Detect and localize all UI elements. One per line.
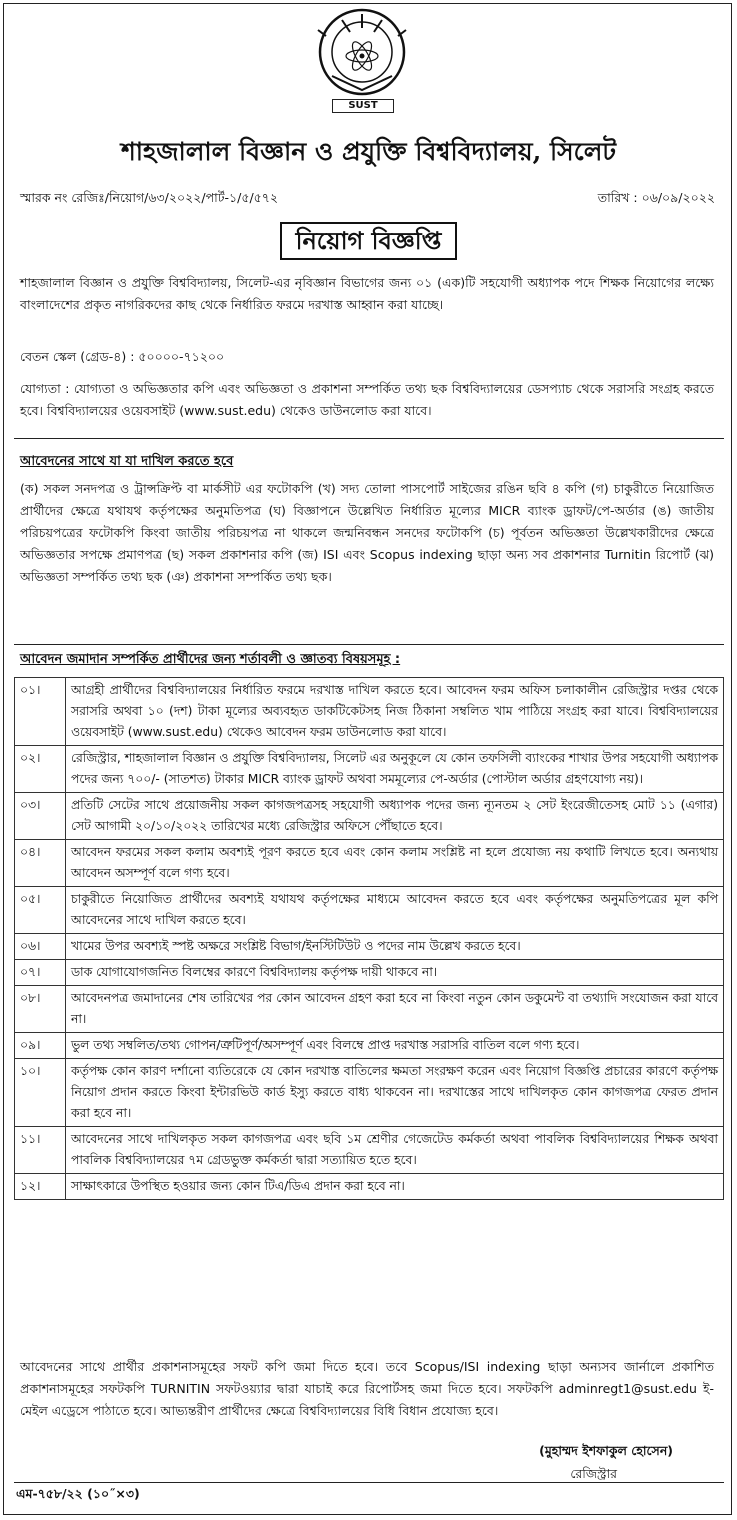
footer-note: আবেদনের সাথে প্রার্থীর প্রকাশনাসমূহের সফট কপি জমা দিতে হবে। তবে Scopus/ISI indexing ছাড়া অন্যসব জার্নালে প্রকাশিত প্রকাশনাসমূহের সফটকপি TURNITIN সফটওয়্যার দ্বারা যাচাই করে রিপোর্টসহ জমা দিতে হবে। সফটকপি adminregt1@sust.edu ই-মেইল এড্রেসে পাঠাতে হবে। আভ্যন্তরীণ প্রার্থীদের ক্ষেত্রে বিশ্ববিদ্যালয়ের বিধি বিধান প্রযোজ্য হবে। [20, 1359, 714, 1418]
university-logo-icon [312, 6, 412, 110]
table-row: ০৫। চাকুরীতে নিয়োজিত প্রার্থীদের অবশ্যই যথাযথ কর্তৃপক্ষের মাধ্যমে আবেদন করতে হবে এবং কর্তৃপক্ষের অনুমতিপত্রের মূল কপি আবেদনের সাথে দাখিল করতে হবে। [15, 887, 724, 934]
table-row: ০৩। প্রতিটি সেটের সাথে প্রয়োজনীয় সকল কাগজপত্রসহ সহযোগী অধ্যাপক পদের জন্য ন্যূনতম ২ সেট ইংরেজীতেসহ মোট ১১ (এগার) সেট আগামী ২০/১০/২০২২ তারিখের মধ্যে রেজিস্ট্রার অফিসে পৌঁছাতে হবে। [15, 793, 724, 840]
terms-table [14, 677, 724, 1200]
table-row: ০৪। আবেদন ফরমের সকল কলাম অবশ্যই পূরণ করতে হবে এবং কোন কলাম সংশ্লিষ্ট না হলে প্রযোজ্য নয় কথাটি লিখতে হবে। অন্যথায় আবেদন অসম্পূর্ণ বলে গণ্য হবে। [15, 840, 724, 887]
table-row: ০৮। আবেদনপত্র জমাদানের শেষ তারিখের পর কোন আবেদন গ্রহণ করা হবে না কিংবা নতুন কোন ডকুমেন্ট বা তথ্যাদি সংযোজন করা যাবে না। [15, 986, 724, 1033]
pay-scale: বেতন স্কেল (গ্রেড-৪) : ৫০০০০-৭১২০০ [20, 349, 225, 364]
logo-caption: SUST [332, 99, 394, 113]
table-row: ১২। সাক্ষাৎকারে উপস্থিত হওয়ার জন্য কোন টিএ/ডিএ প্রদান করা হবে না। [15, 1174, 724, 1200]
notice-title: নিয়োগ বিজ্ঞপ্তি [280, 222, 458, 260]
intro-paragraph: শাহজালাল বিজ্ঞান ও প্রযুক্তি বিশ্ববিদ্যালয়, সিলেট-এর নৃবিজ্ঞান বিভাগের জন্য ০১ (এক)টি সহযোগী অধ্যাপক পদে শিক্ষক নিয়োগের লক্ষ্যে বাংলাদেশের প্রকৃত নাগরিকদের কাছ থেকে নির্ধারিত ফরমে দরখাস্ত আহ্বান করা যাচ্ছে। [20, 275, 714, 312]
terms-heading: আবেদন জমাদান সম্পর্কিত প্রার্থীদের জন্য শর্তাবলী ও জ্ঞাতব্য বিষয়সমূহ : [20, 652, 401, 667]
table-row: ০৬। খামের উপর অবশ্যই স্পষ্ট অক্ষরে সংশ্লিষ্ট বিভাগ/ইনস্টিটিউট ও পদের নাম উল্লেখ করতে হবে। [15, 934, 724, 960]
table-row: ০১। আগ্রহী প্রার্থীদের বিশ্ববিদ্যালয়ের নির্ধারিত ফরমে দরখাস্ত দাখিল করতে হবে। আবেদন ফরম অফিস চলাকালীন রেজিস্ট্রার দপ্তর থেকে সরাসরি অথবা ১০ (দশ) টাকা মূল্যের অব্যবহৃত ডাকটিকেটসহ নিজ ঠিকানা সম্বলিত খাম পাঠিয়ে সংগ্রহ করা যাবে। বিশ্ববিদ্যালয়ের ওয়েবসাইট (www.sust.edu) থেকেও আবেদন ফরম ডাউনলোড করা যাবে। [15, 678, 724, 746]
divider [14, 1482, 724, 1483]
table-row: ০২। রেজিস্ট্রার, শাহজালাল বিজ্ঞান ও প্রযুক্তি বিশ্ববিদ্যালয়, সিলেট এর অনুকূলে যে কোন তফসিলী ব্যাংকের শাখার উপর সহযোগী অধ্যাপক পদের জন্য ৭০০/- (সাতশত) টাকার MICR ব্যাংক ড্রাফট অথবা সমমূল্যের পে-অর্ডার (পোস্টাল অর্ডার গ্রহণযোগ্য নয়)। [15, 746, 724, 793]
signatory-name: (মুহাম্মদ ইশফাকুল হোসেন) [539, 1443, 673, 1458]
table-row: ১০। কর্তৃপক্ষ কোন কারণ দর্শানো ব্যতিরেকে যে কোন দরখাস্ত বাতিলের ক্ষমতা সংরক্ষণ করেন এবং নিয়োগ বিজ্ঞপ্তি প্রচারের কারণে কর্তৃপক্ষ নিয়োগ প্রদান করতে কিংবা ইন্টারভিউ কার্ড ইস্যু করতে বাধ্য থাকবেন না। দরখাস্তের সাথে দাখিলকৃত কোন কাগজপত্র ফেরত প্রদান করা হবে না। [15, 1059, 724, 1127]
qualification-paragraph: যোগ্যতা : যোগ্যতা ও অভিজ্ঞতার কপি এবং অভিজ্ঞতা ও প্রকাশনা সম্পর্কিত তথ্য ছক বিশ্ববিদ্যালয়ের ডেসপ্যাচ থেকে সরাসরি সংগ্রহ করতে হবে। বিশ্ববিদ্যালয়ের ওয়েবসাইট (www.sust.edu) থেকেও ডাউনলোড করা যাবে। [20, 381, 714, 418]
notice-title-box [0, 222, 737, 260]
table-row: ১১। আবেদনের সাথে দাখিলকৃত সকল কাগজপত্র এবং ছবি ১ম শ্রেণীর গেজেটেড কর্মকর্তা অথবা পাবলিক বিশ্ববিদ্যালয়ের শিক্ষক অথবা পাবলিক বিশ্ববিদ্যালয়ের ৭ম গ্রেডভুক্ত কর্মকর্তা দ্বারা সত্যায়িত হতে হবে। [15, 1127, 724, 1174]
documents-heading: আবেদনের সাথে যা যা দাখিল করতে হবে [20, 454, 234, 469]
documents-list: (ক) সকল সনদপত্র ও ট্রান্সক্রিপ্ট বা মার্কসীট এর ফটোকপি (খ) সদ্য তোলা পাসপোর্ট সাইজের রঙিন ছবি ৪ কপি (গ) চাকুরীতে নিয়োজিত প্রার্থীদের ক্ষেত্রে যথাযথ কর্তৃপক্ষের অনুমতিপত্র (ঘ) বিজ্ঞাপনে উল্লেখিত নির্ধারিত মূল্যের MICR ব্যাংক ড্রাফট/পে-অর্ডার (ঙ) জাতীয় পরিচয়পত্রের ফটোকপি কিংবা জাতীয় পরিচয়পত্র না থাকলে জন্মনিবন্ধন সনদের ফটোকপি (চ) পূর্বতন অভিজ্ঞতা উল্লেখকারীদের ক্ষেত্রে অভিজ্ঞতার সপক্ষে প্রমাণপত্র (ছ) সকল প্রকাশনার কপি (জ) ISI এবং Scopus indexing ছাড়া অন্য সব প্রকাশনার Turnitin রিপোর্ট (ঝ) অভিজ্ঞতা সম্পর্কিত তথ্য ছক (ঞ) প্রকাশনা সম্পর্কিত তথ্য ছক। [20, 481, 714, 584]
table-row: ০৯। ভুল তথ্য সম্বলিত/তথ্য গোপন/ত্রুটিপূর্ণ/অসম্পূর্ণ এবং বিলম্বে প্রাপ্ত দরখাস্ত সরাসরি বাতিল বলে গণ্য হবে। [15, 1033, 724, 1059]
signatory-title: রেজিস্ট্রার [570, 1466, 617, 1481]
divider [14, 644, 724, 645]
divider [14, 438, 724, 439]
memo-number: স্মারক নং রেজিঃ/নিয়োগ/৬৩/২০২২/পার্ট-১/৫/৫৭২ [20, 190, 279, 205]
notice-date: তারিখ : ০৬/০৯/২০২২ [597, 190, 715, 205]
university-name: শাহজালাল বিজ্ঞান ও প্রযুক্তি বিশ্ববিদ্যালয়, সিলেট [121, 137, 616, 166]
ad-code: এম-৭৫৮/২২ (১০˝×৩) [16, 1486, 140, 1501]
table-row: ০৭। ডাক যোগাযোগজনিত বিলম্বের কারণে বিশ্ববিদ্যালয় কর্তৃপক্ষ দায়ী থাকবে না। [15, 960, 724, 986]
